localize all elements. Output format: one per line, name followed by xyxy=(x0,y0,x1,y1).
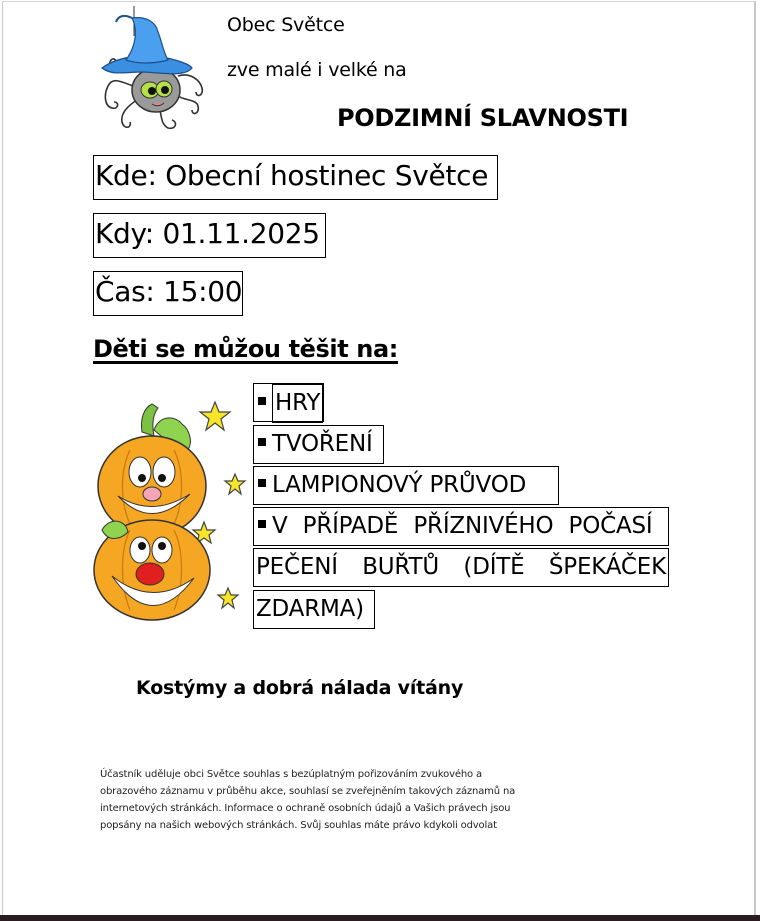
bottom-edge xyxy=(0,915,760,921)
bullet-icon xyxy=(258,397,266,405)
spider-illustration xyxy=(98,6,210,138)
consent-disclaimer: Účastník uděluje obci Světce souhlas s bezúplatným pořizováním zvukového a obrazového záznamu v průběhu akce, souhlasí se zveřejněním takových záznamů na internetových stránkách. Informace o ochraně osobních údajů a Vašich právech jsou popsány na našich webových stránkách. Svůj souhlas máte právo kdykoli odvolat xyxy=(100,769,516,831)
list-item-games: HRY xyxy=(253,383,324,422)
list-item-sausage-roast-end: ZDARMA) xyxy=(253,590,375,629)
list-item-crafts: TVOŘENÍ xyxy=(253,425,384,464)
organizer-text: Obec Světce xyxy=(227,14,345,36)
location-field: Kde: Obecní hostinec Světce xyxy=(93,155,498,200)
date-field: Kdy: 01.11.2025 xyxy=(93,213,326,258)
list-item-sausage-roast: V PŘÍPADĚ PŘÍZNIVÉHO POČASÍ xyxy=(253,507,669,546)
pumpkins-illustration xyxy=(90,390,250,630)
closing-text: Kostýmy a dobrá nálada vítány xyxy=(136,677,464,699)
list-item-sausage-roast-continued: PEČENÍ BUŘTŮ (DÍTĚ ŠPEKÁČEK xyxy=(253,548,669,587)
bullet-icon xyxy=(258,520,266,528)
bullet-icon xyxy=(258,438,266,446)
time-field: Čas: 15:00 xyxy=(93,271,243,316)
event-title: PODZIMNÍ SLAVNOSTI xyxy=(337,104,629,132)
invite-text: zve malé i velké na xyxy=(227,59,407,81)
kids-heading: Děti se můžou těšit na: xyxy=(93,335,398,363)
bullet-icon xyxy=(258,479,266,487)
list-item-lantern-parade: LAMPIONOVÝ PRŮVOD xyxy=(253,466,559,505)
